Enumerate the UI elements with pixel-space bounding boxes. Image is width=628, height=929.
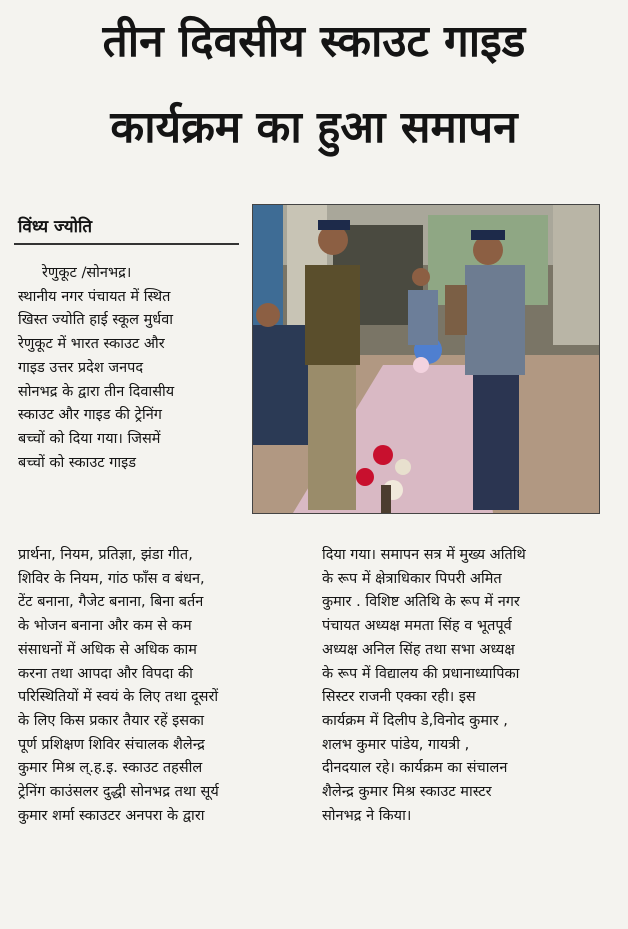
article-line: खिस्त ज्योति हाई स्कूल मुर्धवा [18, 312, 174, 329]
article-line: कार्यक्रम में दिलीप डे,विनोद कुमार , [322, 712, 508, 729]
article-column-right [322, 544, 526, 828]
news-photo [252, 204, 600, 514]
article-line: परिस्थितियों में स्वयं के लिए तथा दूसरों [18, 689, 219, 706]
article-line: करना तथा आपदा और विपदा की [18, 665, 193, 682]
article-line: गाइड उत्तर प्रदेश जनपद [18, 359, 144, 376]
article-line: के रूप में विद्यालय की प्रधानाध्यापिका [322, 665, 520, 682]
article-column-left-bottom [18, 544, 219, 828]
article-line: सोनभद्र ने किया। [322, 807, 412, 824]
headline-line-2: कार्यक्रम का हुआ समापन [110, 102, 518, 153]
article-line: के भोजन बनाना और कम से कम [18, 618, 192, 635]
article-line: स्थानीय नगर पंचायत में स्थित [18, 288, 171, 305]
article-line: रेणुकूट में भारत स्काउट और [18, 336, 165, 353]
article-line: कुमार . विशिष्ट अतिथि के रूप में नगर [322, 594, 520, 611]
article-line: रेणुकूट /सोनभद्र। [42, 265, 132, 281]
article-line: सोनभद्र के द्वारा तीन दिवासीय [18, 383, 175, 400]
article-line: सिस्टर राजनी एक्का रही। इस [322, 689, 476, 706]
article-line: शलभ कुमार पांडेय, गायत्री , [322, 736, 470, 753]
article-line: पंचायत अध्यक्ष ममता सिंह व भूतपूर्व [322, 618, 512, 635]
byline-rule [14, 243, 239, 245]
article-line: स्काउट और गाइड की ट्रेनिंग [18, 407, 162, 424]
article-line: दीनदयाल रहे। कार्यक्रम का संचालन [322, 760, 508, 777]
article-line: के लिए किस प्रकार तैयार रहें इसका [18, 712, 204, 729]
article-line: टेंट बनाना, गैजेट बनाना, बिना बर्तन [18, 594, 204, 611]
article-line: ट्रेनिंग काउंसलर दुद्धी सोनभद्र तथा सूर्य [18, 784, 219, 801]
headline-line-1: तीन दिवसीय स्काउट गाइड [102, 16, 526, 67]
article-line: बच्चों को दिया गया। जिसमें [18, 430, 161, 447]
headline [0, 14, 628, 156]
photo-illustration [253, 205, 599, 513]
article-line: शैलेन्द्र कुमार मिश्र स्काउट मास्टर [322, 784, 492, 801]
byline: विंध्य ज्योति [18, 217, 93, 237]
article-column-left-top [18, 262, 174, 475]
article-line: बच्चों को स्काउट गाइड [18, 454, 137, 471]
article-line: दिया गया। समापन सत्र में मुख्य अतिथि [322, 547, 526, 563]
article-line: कुमार शर्मा स्काउटर अनपरा के द्वारा [18, 807, 205, 824]
article-line: के रूप में क्षेत्राधिकार पिपरी अमित [322, 570, 502, 587]
article-line: पूर्ण प्रशिक्षण शिविर संचालक शैलेन्द्र [18, 736, 205, 753]
article-line: अध्यक्ष अनिल सिंह तथा सभा अध्यक्ष [322, 641, 515, 658]
article-line: शिविर के नियम, गांठ फाँस व बंधन, [18, 570, 205, 587]
article-line: प्रार्थना, नियम, प्रतिज्ञा, झंडा गीत, [18, 547, 193, 563]
article-line: संसाधनों में अधिक से अधिक काम [18, 641, 197, 658]
article-line: कुमार मिश्र ल्.ह.इ. स्काउट तहसील [18, 760, 203, 777]
